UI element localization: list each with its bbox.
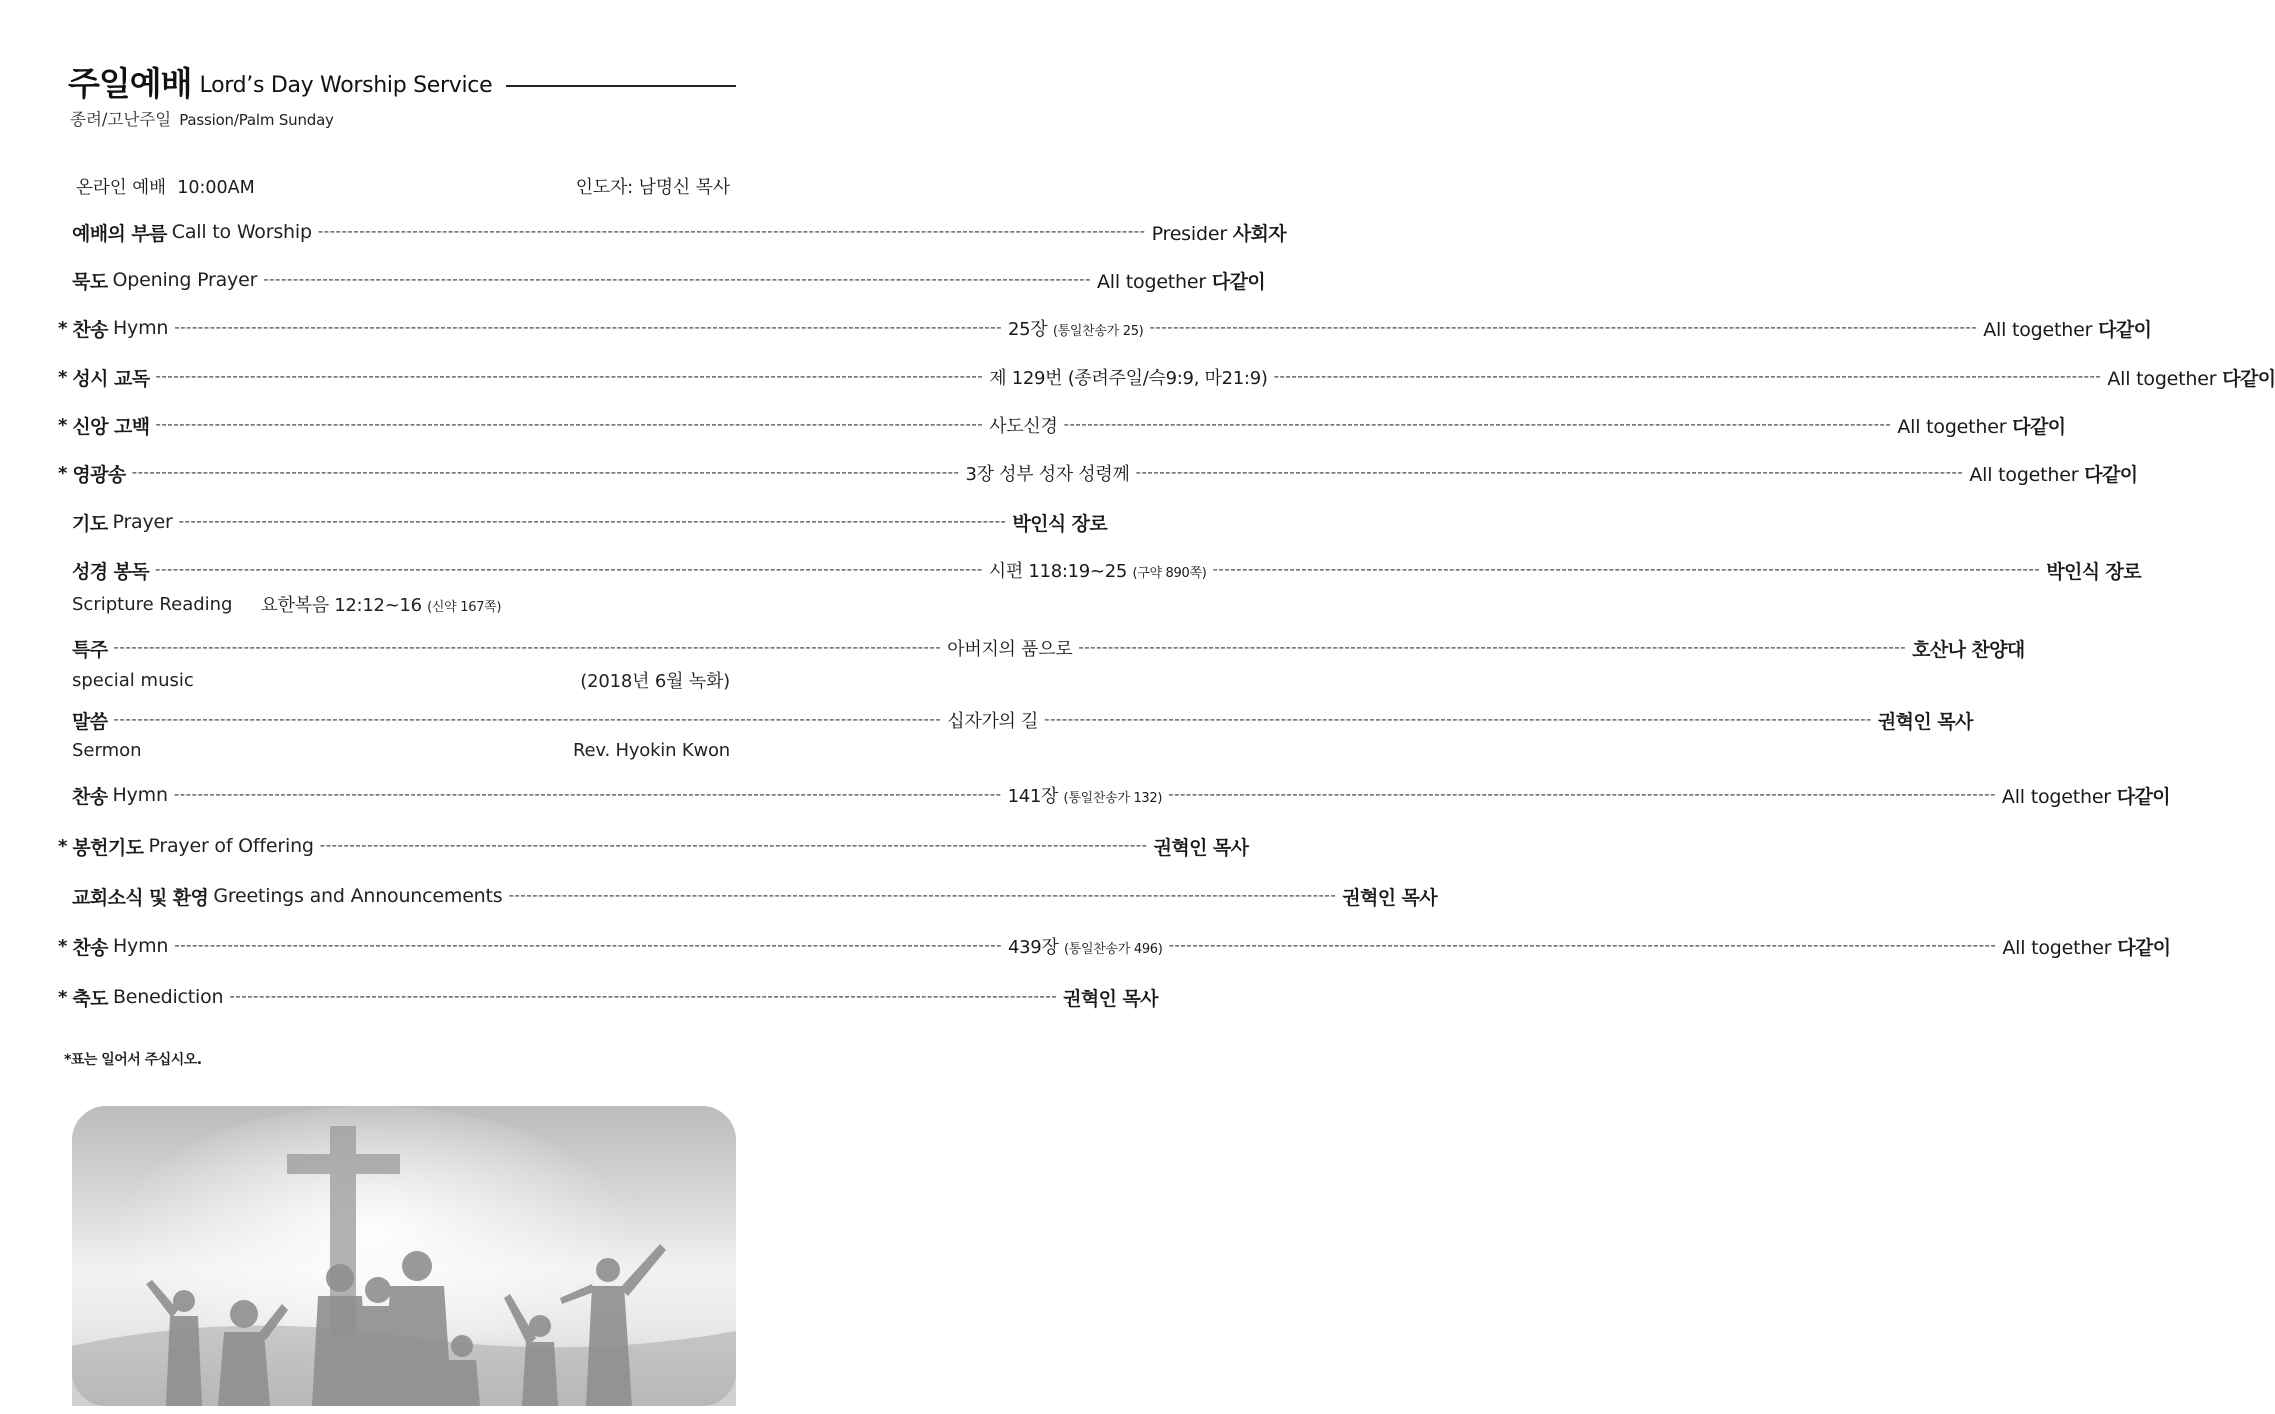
order-detail-text: 439장	[1008, 937, 1059, 958]
standing-note: *표는 일어서 주십시오.	[64, 1052, 202, 1068]
order-title-korean: 묵도	[72, 270, 108, 293]
order-leader	[1912, 635, 2025, 662]
order-detail	[1008, 933, 1163, 959]
dash-leader: --------------------------------------------------------------------------------------------------------------------------------------------	[1063, 415, 1892, 433]
order-leader	[1154, 833, 1249, 860]
order-leader	[1097, 267, 1265, 294]
order-leader-korean: 다같이	[1211, 270, 1266, 293]
title-divider	[506, 85, 736, 87]
service-info-row	[76, 170, 730, 202]
order-title-english: Benediction	[112, 986, 224, 1008]
order-row	[72, 880, 1438, 912]
order-row	[72, 779, 2171, 811]
standing-mark: *	[58, 986, 68, 1008]
subtitle	[70, 106, 334, 130]
order-leader	[2046, 557, 2141, 584]
title-korean: 주일예배	[68, 64, 192, 103]
order-title-english: Hymn	[112, 935, 169, 957]
dash-leader: --------------------------------------------------------------------------------------------------------------------------------------------	[131, 463, 960, 481]
dash-leader: --------------------------------------------------------------------------------------------------------------------------------------------	[155, 560, 983, 578]
standing-mark: *	[58, 414, 68, 436]
dash-leader: --------------------------------------------------------------------------------------------------------------------------------------------	[113, 710, 942, 728]
order-subdetail-text: 요한복음 12:12~16	[260, 595, 422, 616]
dash-leader: --------------------------------------------------------------------------------------------------------------------------------------------	[155, 367, 984, 385]
order-row	[72, 554, 2142, 586]
order-leader	[1878, 707, 1973, 734]
order-title-korean: 성경 봉독	[72, 560, 150, 583]
title-row	[68, 50, 736, 103]
order-title-english: Greetings and Announcements	[213, 885, 503, 907]
dash-leader: --------------------------------------------------------------------------------------------------------------------------------------------	[1273, 367, 2102, 385]
order-detail-text: 사도신경	[989, 416, 1058, 437]
order-leader-korean: 다같이	[2222, 367, 2275, 390]
service-leader: 인도자: 남명신 목사	[575, 177, 730, 198]
dash-leader: --------------------------------------------------------------------------------------------------------------------------------------------	[229, 987, 1058, 1005]
standing-mark: *	[58, 835, 68, 857]
order-leader-english: Presider	[1151, 222, 1227, 245]
order-leader-korean: 사회자	[1232, 222, 1287, 245]
order-detail	[947, 635, 1072, 661]
title-english: Lord’s Day Worship Service	[199, 72, 493, 98]
dash-leader: --------------------------------------------------------------------------------------------------------------------------------------------	[113, 638, 942, 656]
order-title-korean: 말씀	[72, 710, 108, 733]
order-detail-text: 3장 성부 성자 성령께	[965, 464, 1130, 485]
order-detail-text: 아버지의 품으로	[947, 639, 1073, 660]
order-title-korean: 특주	[72, 638, 108, 661]
order-title-korean: 교회소식 및 환영	[72, 886, 209, 909]
order-detail-text: 십자가의 길	[947, 711, 1039, 732]
order-leader	[2002, 933, 2170, 960]
order-leader	[1983, 315, 2151, 342]
order-title-english: Prayer of Offering	[148, 835, 314, 857]
order-title-english: Hymn	[112, 317, 169, 339]
order-detail	[989, 412, 1057, 438]
order-leader	[2002, 782, 2170, 809]
order-detail-note: (구약 890쪽)	[1132, 566, 1207, 581]
order-leader-korean: 박인식 장로	[2046, 560, 2142, 583]
order-leader-korean: 권혁인 목사	[1877, 710, 1973, 733]
order-subdetail	[260, 591, 501, 617]
standing-mark: *	[58, 317, 68, 339]
order-title-korean: 찬송	[72, 785, 108, 808]
dash-leader: --------------------------------------------------------------------------------------------------------------------------------------------	[1168, 785, 1996, 803]
order-detail-note: (통일찬송가 132)	[1063, 791, 1163, 806]
order-row	[58, 981, 1158, 1013]
order-detail-text: 25장	[1008, 319, 1048, 340]
order-row	[58, 409, 2066, 441]
order-detail	[1008, 315, 1143, 341]
dash-leader: --------------------------------------------------------------------------------------------------------------------------------------------	[317, 222, 1146, 240]
order-leader-korean: 호산나 찬양대	[1912, 638, 2025, 661]
order-title-english: Call to Worship	[171, 221, 312, 243]
order-detail	[989, 557, 1207, 583]
dash-leader: --------------------------------------------------------------------------------------------------------------------------------------------	[263, 270, 1091, 288]
order-leader-english: All together	[1983, 318, 2093, 341]
order-leader-english: All together	[1969, 463, 2079, 486]
order-title-english: Prayer	[112, 511, 173, 533]
order-leader	[1012, 509, 1107, 536]
subtitle-korean: 종려/고난주일	[70, 110, 172, 129]
order-detail	[965, 460, 1129, 486]
order-title-english: Hymn	[112, 784, 168, 806]
order-detail	[989, 364, 1267, 390]
order-detail	[1008, 782, 1163, 808]
order-subtitle-english: Sermon	[72, 739, 142, 761]
order-row	[72, 216, 1287, 248]
order-leader-korean: 권혁인 목사	[1063, 987, 1158, 1010]
dash-leader: --------------------------------------------------------------------------------------------------------------------------------------------	[1135, 463, 1964, 481]
order-leader	[1063, 984, 1158, 1011]
order-detail-text: 제 129번 (종려주일/슥9:9, 마21:9)	[989, 368, 1268, 389]
order-title-korean: 성시 교독	[72, 367, 150, 390]
order-leader	[1342, 883, 1437, 910]
dash-leader: --------------------------------------------------------------------------------------------------------------------------------------------	[155, 415, 984, 433]
order-subdetail-note: (신약 167쪽)	[427, 600, 502, 615]
order-subrow	[72, 667, 730, 693]
order-subleader: (2018년 6월 녹화)	[580, 671, 730, 692]
dash-leader: --------------------------------------------------------------------------------------------------------------------------------------------	[1044, 710, 1872, 728]
order-leader-english: All together	[2002, 936, 2112, 959]
order-leader-korean: 권혁인 목사	[1153, 836, 1249, 859]
order-leader-korean: 다같이	[2098, 318, 2152, 341]
dash-leader: --------------------------------------------------------------------------------------------------------------------------------------------	[508, 886, 1337, 904]
order-row	[72, 264, 1266, 296]
order-title-english: Opening Prayer	[112, 269, 258, 291]
standing-mark: *	[58, 462, 68, 484]
dash-leader: --------------------------------------------------------------------------------------------------------------------------------------------	[174, 936, 1002, 954]
order-title-korean: 영광송	[72, 463, 126, 486]
subtitle-english: Passion/Palm Sunday	[179, 111, 334, 129]
order-subtitle-english: special music	[72, 669, 194, 691]
order-row	[58, 830, 1249, 862]
order-leader	[1152, 219, 1286, 246]
order-leader-english: All together	[1897, 415, 2007, 438]
dash-leader: --------------------------------------------------------------------------------------------------------------------------------------------	[319, 836, 1148, 854]
dash-leader: --------------------------------------------------------------------------------------------------------------------------------------------	[1078, 638, 1907, 656]
order-subtitle-english: Scripture Reading	[72, 593, 233, 615]
order-row	[58, 457, 2138, 489]
order-leader-korean: 다같이	[2116, 785, 2171, 808]
standing-mark: *	[58, 366, 68, 388]
order-detail-text: 시편 118:19~25	[988, 561, 1128, 582]
dash-leader: --------------------------------------------------------------------------------------------------------------------------------------------	[1168, 936, 1997, 954]
order-leader-korean: 박인식 장로	[1012, 512, 1108, 535]
order-leader-english: All together	[2001, 785, 2111, 808]
order-detail-text: 141장	[1007, 786, 1059, 807]
order-leader-korean: 다같이	[2117, 936, 2171, 959]
order-row	[72, 704, 1973, 736]
order-row	[58, 930, 2171, 962]
order-subrow	[72, 737, 730, 763]
order-leader-english: All together	[1096, 270, 1206, 293]
dash-leader: --------------------------------------------------------------------------------------------------------------------------------------------	[178, 512, 1007, 530]
dash-leader: --------------------------------------------------------------------------------------------------------------------------------------------	[1212, 560, 2041, 578]
order-title-korean: 기도	[72, 512, 108, 535]
order-row	[72, 632, 2025, 664]
order-leader-korean: 다같이	[2012, 415, 2066, 438]
order-row	[58, 361, 2275, 393]
order-title-korean: 축도	[72, 987, 108, 1010]
order-leader	[1969, 460, 2137, 487]
order-leader-korean: 권혁인 목사	[1342, 886, 1438, 909]
dash-leader: --------------------------------------------------------------------------------------------------------------------------------------------	[1149, 318, 1978, 336]
dash-leader: --------------------------------------------------------------------------------------------------------------------------------------------	[174, 318, 1002, 336]
service-time: 온라인 예배 10:00AM	[76, 177, 255, 198]
order-leader	[1897, 412, 2065, 439]
order-title-korean: 찬송	[72, 318, 108, 341]
cross-silhouette-image	[72, 1106, 736, 1406]
order-title-korean: 봉헌기도	[72, 836, 144, 859]
order-detail	[947, 707, 1038, 733]
order-leader-korean: 다같이	[2084, 463, 2138, 486]
order-subrow	[72, 591, 730, 617]
order-subleader: Rev. Hyokin Kwon	[573, 739, 730, 761]
order-leader	[2107, 364, 2275, 391]
order-leader-english: All together	[2107, 367, 2217, 390]
order-title-korean: 신앙 고백	[72, 415, 150, 438]
order-detail-note: (통일찬송가 496)	[1063, 942, 1163, 957]
order-row	[58, 312, 2152, 344]
dash-leader: --------------------------------------------------------------------------------------------------------------------------------------------	[173, 785, 1002, 803]
order-title-korean: 예배의 부름	[72, 222, 167, 245]
standing-mark: *	[58, 935, 68, 957]
order-detail-note: (통일찬송가 25)	[1052, 324, 1144, 339]
order-title-korean: 찬송	[72, 936, 108, 959]
order-row	[72, 506, 1108, 538]
worship-photo	[72, 1106, 736, 1406]
